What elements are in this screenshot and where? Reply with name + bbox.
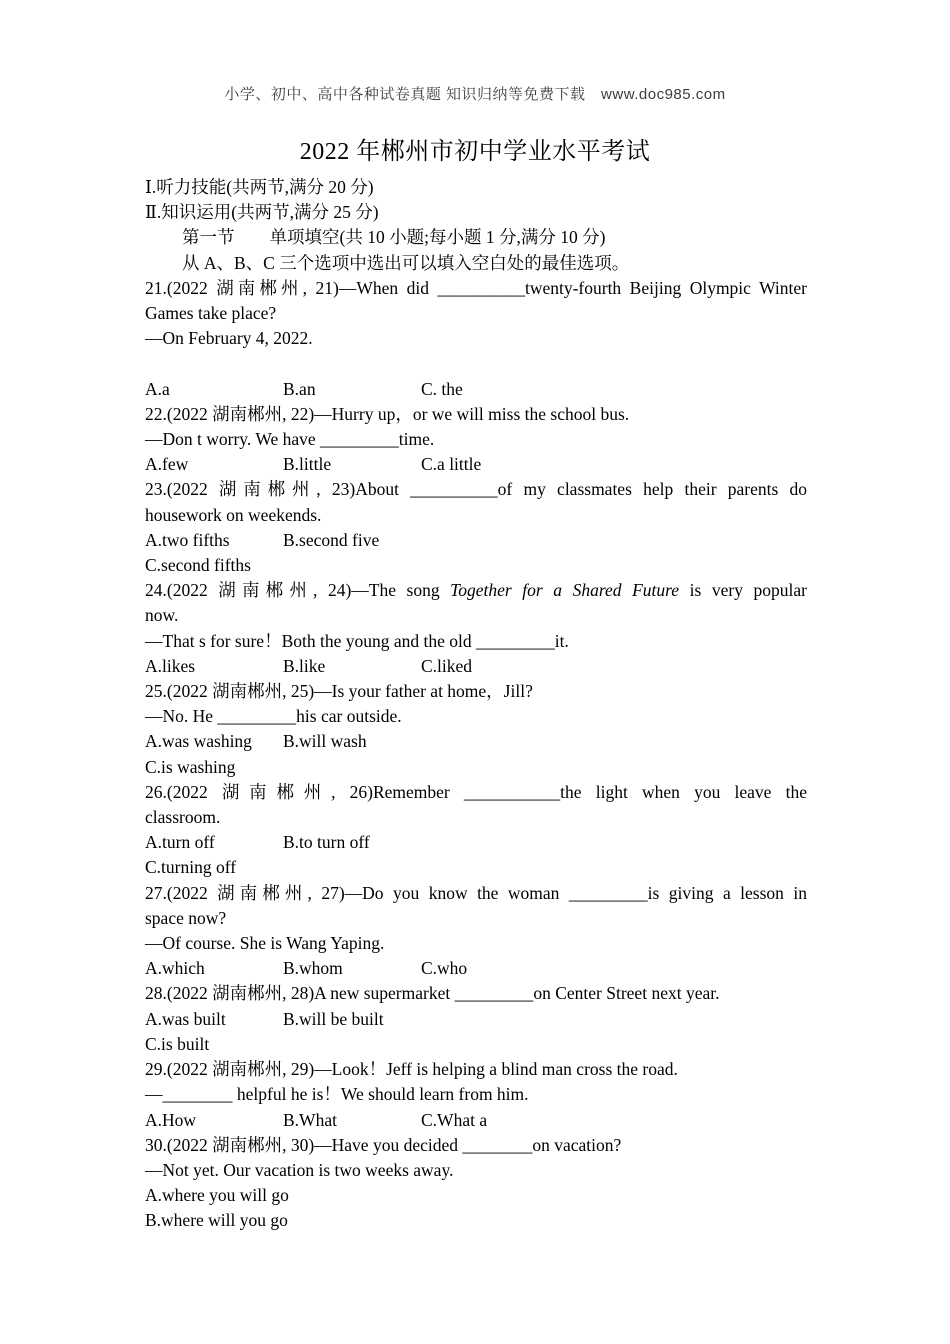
option-label: B.will be built bbox=[283, 1008, 384, 1029]
option-label: C. the bbox=[421, 378, 463, 399]
option-label: B.second five bbox=[283, 529, 380, 550]
options-row bbox=[145, 830, 807, 855]
option-label: B.to turn off bbox=[283, 832, 370, 853]
section-heading-line: 第一节 单项填空(共 10 小题;每小题 1 分,满分 10 分) bbox=[182, 227, 606, 248]
option-label: B.like bbox=[283, 655, 326, 676]
question-line: —Of course. She is Wang Yaping. bbox=[145, 933, 385, 954]
options-row bbox=[145, 528, 807, 553]
option-label: A.two fifths bbox=[145, 529, 230, 550]
question-line: 27.(2022 湖南郴州, 27)—Do you know the woman _________is giving a lesson in bbox=[145, 882, 807, 903]
option-label: A.was washing bbox=[145, 731, 252, 752]
options-row bbox=[145, 1208, 807, 1233]
option-label: B.What bbox=[283, 1109, 337, 1130]
option-label: A.where you will go bbox=[145, 1185, 289, 1206]
options-row bbox=[145, 755, 807, 780]
question-line: 29.(2022 湖南郴州, 29)—Look！Jeff is helping a blind man cross the road. bbox=[145, 1059, 678, 1080]
question-line: space now? bbox=[145, 907, 227, 928]
italic-song-title: Together for a Shared Future bbox=[450, 580, 680, 601]
section-heading-line: Ⅰ.听力技能(共两节,满分 20 分) bbox=[145, 177, 374, 197]
question-line: 21.(2022 湖南郴州, 21)—When did __________twenty-fourth Beijing Olympic Winter bbox=[145, 277, 807, 298]
option-label: A.turn off bbox=[145, 832, 215, 853]
option-label: C.is washing bbox=[145, 756, 236, 777]
options-row bbox=[145, 553, 807, 578]
question-line: —Not yet. Our vacation is two weeks away. bbox=[145, 1159, 454, 1180]
exam-body bbox=[145, 175, 807, 1234]
section-heading-line: Ⅱ.知识运用(共两节,满分 25 分) bbox=[145, 202, 379, 223]
option-label: B.will wash bbox=[283, 731, 367, 752]
question-line: 26.(2022 湖南郴州, 26)Remember ___________the light when you leave the bbox=[145, 781, 807, 802]
option-label: C.turning off bbox=[145, 857, 237, 878]
option-label: C.is built bbox=[145, 1033, 210, 1054]
option-label: C.liked bbox=[421, 655, 473, 676]
options-row bbox=[145, 956, 807, 981]
question-line: classroom. bbox=[145, 807, 221, 828]
option-label: C.who bbox=[421, 958, 468, 979]
question-line: —Don t worry. We have _________time. bbox=[145, 429, 435, 450]
option-label: A.How bbox=[145, 1109, 197, 1130]
blank-line bbox=[145, 351, 807, 376]
option-label: B.where will you go bbox=[145, 1210, 288, 1231]
question-line: 22.(2022 湖南郴州, 22)—Hurry up，or we will miss the school bus. bbox=[145, 403, 630, 424]
question-line: —________ helpful he is！We should learn from him. bbox=[145, 1084, 529, 1105]
option-label: B.little bbox=[283, 454, 332, 475]
question-line: now. bbox=[145, 605, 179, 626]
options-row bbox=[145, 1183, 807, 1208]
option-label: C.a little bbox=[421, 454, 482, 475]
watermark-header: 小学、初中、高中各种试卷真题 知识归纳等免费下载 www.doc985.com bbox=[224, 86, 726, 103]
options-row bbox=[145, 729, 807, 754]
option-label: C.second fifths bbox=[145, 555, 251, 576]
exam-title: 2022 年郴州市初中学业水平考试 bbox=[299, 139, 651, 165]
question-line: —On February 4, 2022. bbox=[145, 328, 313, 349]
option-label: B.whom bbox=[283, 958, 343, 979]
options-row bbox=[145, 855, 807, 880]
option-label: B.an bbox=[283, 378, 316, 399]
question-line: 30.(2022 湖南郴州, 30)—Have you decided ________on vacation? bbox=[145, 1134, 622, 1155]
text-run: is very popular bbox=[679, 580, 807, 601]
section-heading-line: 从 A、B、C 三个选项中选出可以填入空白处的最佳选项。 bbox=[182, 252, 630, 273]
option-label: A.which bbox=[145, 958, 205, 979]
question-line: Games take place? bbox=[145, 303, 277, 324]
question-line: —That s for sure！Both the young and the old _________it. bbox=[145, 630, 569, 651]
options-row bbox=[145, 654, 807, 679]
option-label: A.a bbox=[145, 378, 170, 399]
options-row bbox=[145, 452, 807, 477]
text-run: 24.(2022 湖南郴州, 24)—The song bbox=[145, 580, 451, 601]
options-row bbox=[145, 377, 807, 402]
question-line: 25.(2022 湖南郴州, 25)—Is your father at home，Jill? bbox=[145, 681, 533, 702]
option-label: A.few bbox=[145, 454, 189, 475]
options-row bbox=[145, 1108, 807, 1133]
question-line bbox=[145, 578, 807, 603]
question-line: housework on weekends. bbox=[145, 504, 322, 525]
question-line: —No. He _________his car outside. bbox=[145, 706, 402, 727]
options-row bbox=[145, 1032, 807, 1057]
option-label: A.likes bbox=[145, 655, 196, 676]
option-label: A.was built bbox=[145, 1008, 226, 1029]
question-line: 28.(2022 湖南郴州, 28)A new supermarket _________on Center Street next year. bbox=[145, 983, 720, 1004]
option-label: C.What a bbox=[421, 1109, 488, 1130]
question-line: 23.(2022 湖南郴州, 23)About __________of my classmates help their parents do bbox=[145, 479, 807, 500]
options-row bbox=[145, 1007, 807, 1032]
